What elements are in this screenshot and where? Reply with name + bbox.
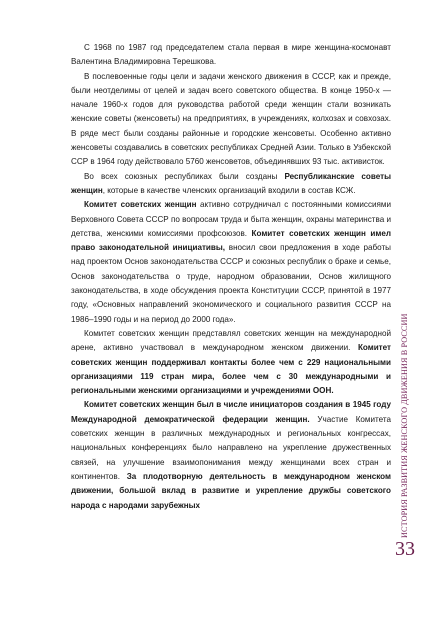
paragraph-6 — [71, 398, 391, 512]
paragraph-5-text-a: Комитет советских женщин представлял советских женщин на международной арене, активно участвовал в международном женском движении. — [71, 328, 391, 353]
paragraph-4-bold-c: Комитет советских женщин имел право законодательной инициативы, — [71, 228, 391, 253]
paragraph-3 — [71, 170, 391, 199]
paragraph-4-text-b: активно сотрудничал с постоянными комиссиями Верховного Совета СССР по вопросам труда и быта женщин, охраны материнства и детства, женскими комиссиями профсоюзов. — [71, 200, 392, 238]
paragraph-6-text-b: Участие Комитета советских женщин в различных международных и региональных конгрессах, национальных конференциях было направлено на укрепление дружественных связей, на улучшение взаимопонимания между женщинами всех стран и континентов. — [71, 414, 391, 481]
paragraph-3-text-a: Во всех союзных республиках были созданы — [84, 171, 285, 181]
paragraph-5 — [71, 327, 391, 398]
paragraph-4 — [71, 198, 391, 327]
spine-running-title — [392, 238, 414, 538]
paragraph-4-bold-a: Комитет советских женщин — [84, 200, 197, 210]
paragraph-2 — [71, 70, 391, 170]
paragraph-4-text-d: вносил свои предложения в ходе работы над проектом Основ законодательства СССР и союзных республик о браке и семье, Основ законодательства о труде, народном образовании, Основ жилищного законодательства, в ходе обсуждения проекта Конституции СССР, принятой в 1977 году, «Основных направлений экономического и социального развития СССР на 1986–1990 годы и на период до 2000 года». — [71, 243, 391, 324]
page-number: 33 — [395, 538, 415, 560]
paragraph-5-bold-b: Комитет советских женщин поддерживал контакты более чем с 229 национальными организациями 119 стран мира, более чем с 30 международными и региональными женскими организациями и учреждениями ООН. — [71, 343, 391, 396]
paragraph-1-text: С 1968 по 1987 год председателем стала первая в мире женщина-космонавт Валентина Владимировна Терешкова. — [71, 43, 391, 67]
paragraph-6-bold-a: Комитет советских женщин был в числе инициаторов создания в 1945 году Международной демократической федерации женщин. — [71, 400, 391, 424]
paragraph-1 — [71, 41, 391, 70]
document-body — [71, 41, 391, 513]
paragraph-2-text: В послевоенные годы цели и задачи женского движения в СССР, как и прежде, были неотделимы от целей и задач всего советского общества. В конце 1950-х — начале 1960-х годов для руководства работой среди женщин стали возникать женские советы (женсоветы) на предприятиях, в учреждениях, колхозах и совхозах. В ряде мест были созданы районные и городские женсоветы. Особенно активно женсоветы создавались в советских республиках Средней Азии. Только в Узбекской ССР в 1964 году действовало 5760 женсоветов, объединявших 93 тыс. активисток. — [71, 71, 391, 167]
running-title-text: ИСТОРИЯ РАЗВИТИЯ ЖЕНСКОГО ДВИЖЕНИЯ В РОССИИ — [400, 313, 409, 538]
paragraph-6-bold-c: За плодотворную деятельность в международном женском движении, большой вклад в развитие и укрепление дружбы советского народа с народами зарубежных — [71, 471, 391, 510]
paragraph-3-text-c: , которые в качестве членских организаций входили в состав КСЖ. — [102, 185, 356, 195]
paragraph-3-bold: Республиканские советы женщин — [71, 171, 391, 195]
